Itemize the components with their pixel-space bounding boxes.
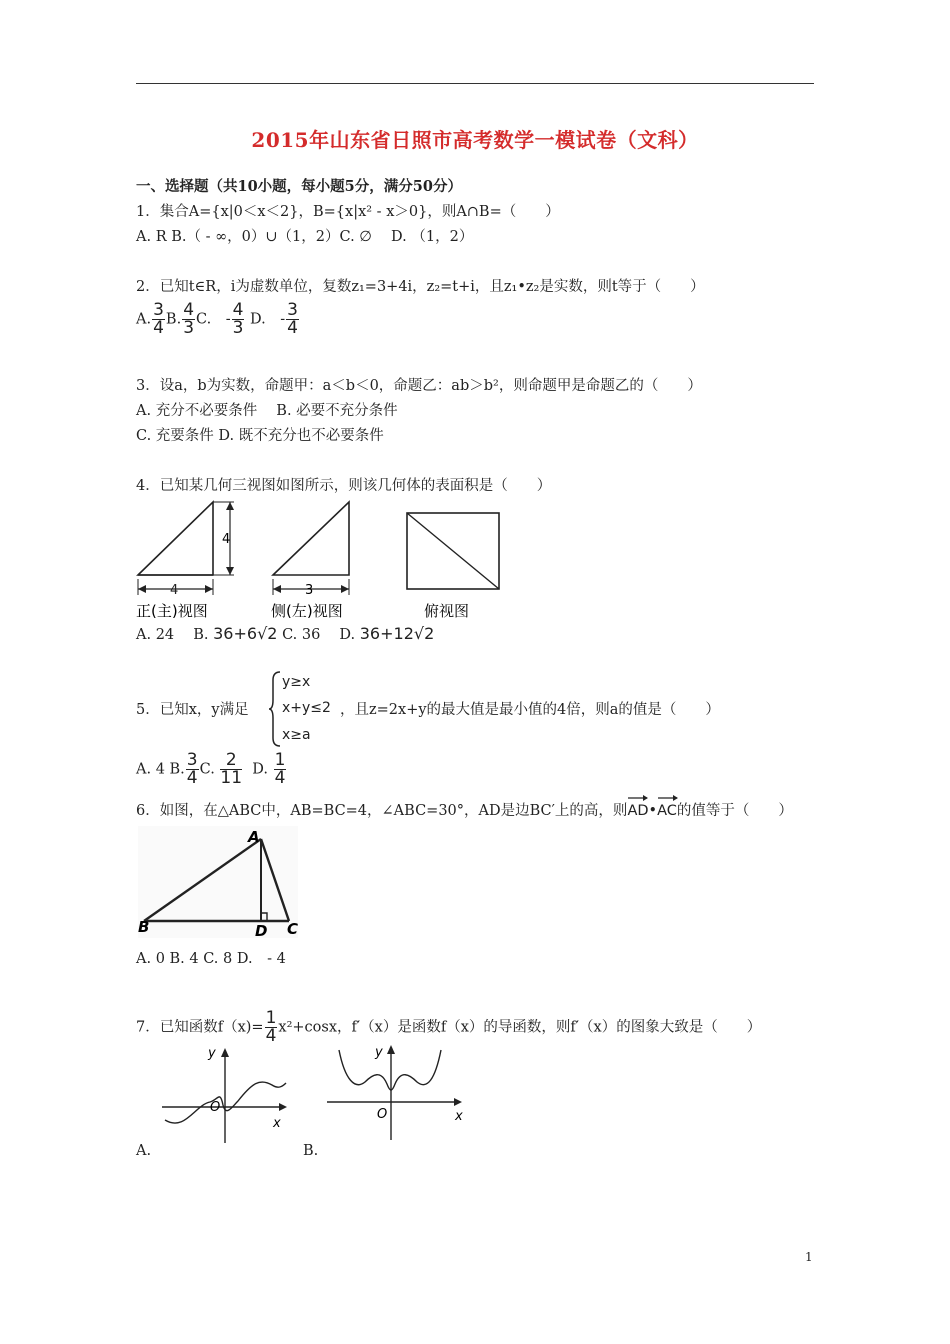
q2-b-fraction — [182, 302, 195, 337]
q6-triangle-figure — [134, 822, 304, 944]
q7-label-b: B. — [303, 1143, 319, 1159]
q5-d-label: D. — [252, 761, 268, 778]
q5-c-label: C. — [199, 761, 215, 778]
q2-c-num: 4 — [232, 300, 244, 320]
q5-condition-2: x+y≤2 — [282, 700, 331, 716]
q2-a-fraction — [152, 302, 165, 337]
q2-c-den: 3 — [232, 318, 244, 338]
q5-condition-3: x≥a — [282, 727, 311, 743]
q2-d-den: 4 — [287, 318, 298, 338]
q5-d-den: 4 — [274, 768, 286, 788]
q5-d-num: 1 — [274, 750, 286, 770]
front-view-label: 正(主)视图 — [136, 602, 208, 620]
q7-fraction — [265, 1010, 278, 1045]
q5-c-fraction — [220, 752, 242, 787]
q2-options — [136, 302, 300, 337]
q5-a-label: A. 4 B. — [136, 761, 185, 778]
q2-d-fraction — [286, 302, 299, 337]
side-view-label: 侧(左)视图 — [271, 602, 343, 620]
q5-brace — [268, 670, 282, 748]
page-number: 1 — [805, 1250, 813, 1264]
q7-stem-pre: 7．已知函数f（x)= — [136, 1019, 264, 1036]
q2-c-label: C. - — [196, 311, 231, 328]
q7-graph-a — [160, 1045, 295, 1145]
q6-label-b: B — [138, 918, 150, 936]
q4-options — [136, 624, 434, 645]
q7-den: 4 — [265, 1026, 277, 1046]
q1-options: A. R B.（ - ∞，0）∪（1，2）C. ∅ D. （1，2） — [136, 229, 474, 245]
q2-a-num: 3 — [153, 300, 164, 320]
q6-stem-pre: 6．如图，在△ABC中，AB=BC=4，∠ABC=30°，AD是边BC′上的高，则 — [136, 803, 628, 819]
q6-label-d: D — [255, 922, 268, 940]
q7a-origin: O — [210, 1100, 221, 1115]
side-width-label: 3 — [305, 583, 314, 598]
q4-opt-c: C. 36 D. — [282, 627, 356, 643]
q5-b-den: 4 — [186, 768, 198, 788]
front-height-label: 4 — [222, 532, 231, 547]
q4-stem: 4．已知某几何三视图如图所示，则该几何体的表面积是（ ） — [136, 478, 552, 494]
side-view — [271, 502, 349, 620]
q7b-axis-y: y — [375, 1045, 383, 1060]
q7-num: 1 — [265, 1008, 277, 1028]
q2-a-den: 4 — [153, 318, 164, 338]
q7a-axis-y: y — [208, 1046, 216, 1061]
q7b-origin: O — [377, 1107, 388, 1122]
q2-d-num: 3 — [287, 300, 298, 320]
q6-stem-post: 的值等于（ ） — [676, 803, 793, 819]
q6-vec2-text: AC — [657, 803, 677, 819]
top-view-label: 俯视图 — [424, 602, 470, 620]
q7-stem-post: x²+cosx，f′（x）是函数f（x）的导函数，则f′（x）的图象大致是（ ） — [278, 1019, 762, 1036]
q7-label-a: A. — [136, 1143, 152, 1159]
q6-label-c: C — [287, 920, 299, 938]
q2-stem: 2．已知t∈R，i为虚数单位，复数z₁=3+4i，z₂=t+i，且z₁•z₂是实数，则t等于（ ） — [136, 279, 705, 295]
q6-vec-arrow-1 — [627, 795, 649, 801]
q4-opt-b-value: 36+6√2 — [213, 624, 278, 643]
q6-dot: • — [648, 803, 658, 819]
q7a-axis-x: x — [273, 1116, 281, 1131]
q6-vec-arrow-2 — [657, 795, 679, 801]
q5-b-num: 3 — [186, 750, 198, 770]
q2-b-den: 3 — [183, 318, 195, 338]
top-view — [407, 513, 499, 620]
q4-opt-d-value: 36+12√2 — [359, 624, 435, 643]
q4-three-views — [130, 495, 520, 625]
q5-stem-post: ，且z=2x+y的最大值是最小值的4倍，则a的值是（ ） — [340, 702, 720, 718]
q3-stem: 3．设a，b为实数，命题甲：a＜b＜0，命题乙：ab＞b²，则命题甲是命题乙的（ ） — [136, 378, 702, 394]
q1-stem: 1．集合A={x|0＜x＜2}，B={x|x² - x＞0}，则A∩B=（ ） — [136, 204, 560, 220]
q6-label-a: A — [248, 828, 260, 846]
q2-b-num: 4 — [183, 300, 195, 320]
q6-vector-ad — [627, 798, 648, 821]
q5-stem-pre: 5．已知x，y满足 — [136, 702, 249, 718]
q7-graph-b — [325, 1040, 470, 1145]
q5-d-fraction — [274, 752, 287, 787]
q2-c-fraction — [232, 302, 245, 337]
q2-d-label: D. - — [250, 311, 286, 328]
q5-b-fraction — [186, 752, 199, 787]
q5-c-den: 11 — [220, 768, 243, 788]
q6-stem — [136, 798, 793, 821]
q5-options — [136, 752, 287, 787]
q6-vector-ac — [657, 798, 677, 821]
page-title: 2015年山东省日照市高考数学一模试卷（文科） — [251, 128, 699, 152]
q5-c-num: 2 — [220, 752, 242, 770]
q6-options: A. 0 B. 4 C. 8 D. - 4 — [136, 951, 286, 967]
front-width-label: 4 — [170, 583, 179, 598]
section-heading: 一、选择题（共10小题，每小题5分，满分50分） — [136, 178, 462, 195]
top-rule — [136, 83, 814, 84]
q2-a-label: A. — [136, 311, 152, 328]
front-view — [136, 502, 234, 620]
q7b-axis-x: x — [455, 1109, 463, 1124]
q4-opt-a: A. 24 B. — [136, 627, 209, 643]
q6-vec1-text: AD — [627, 803, 649, 819]
q5-condition-1: y≥x — [282, 674, 311, 690]
q2-b-label: B. — [165, 311, 182, 328]
q3-options-1: A. 充分不必要条件 B. 必要不充分条件 — [136, 403, 398, 419]
q3-options-2: C. 充要条件 D. 既不充分也不必要条件 — [136, 428, 384, 444]
